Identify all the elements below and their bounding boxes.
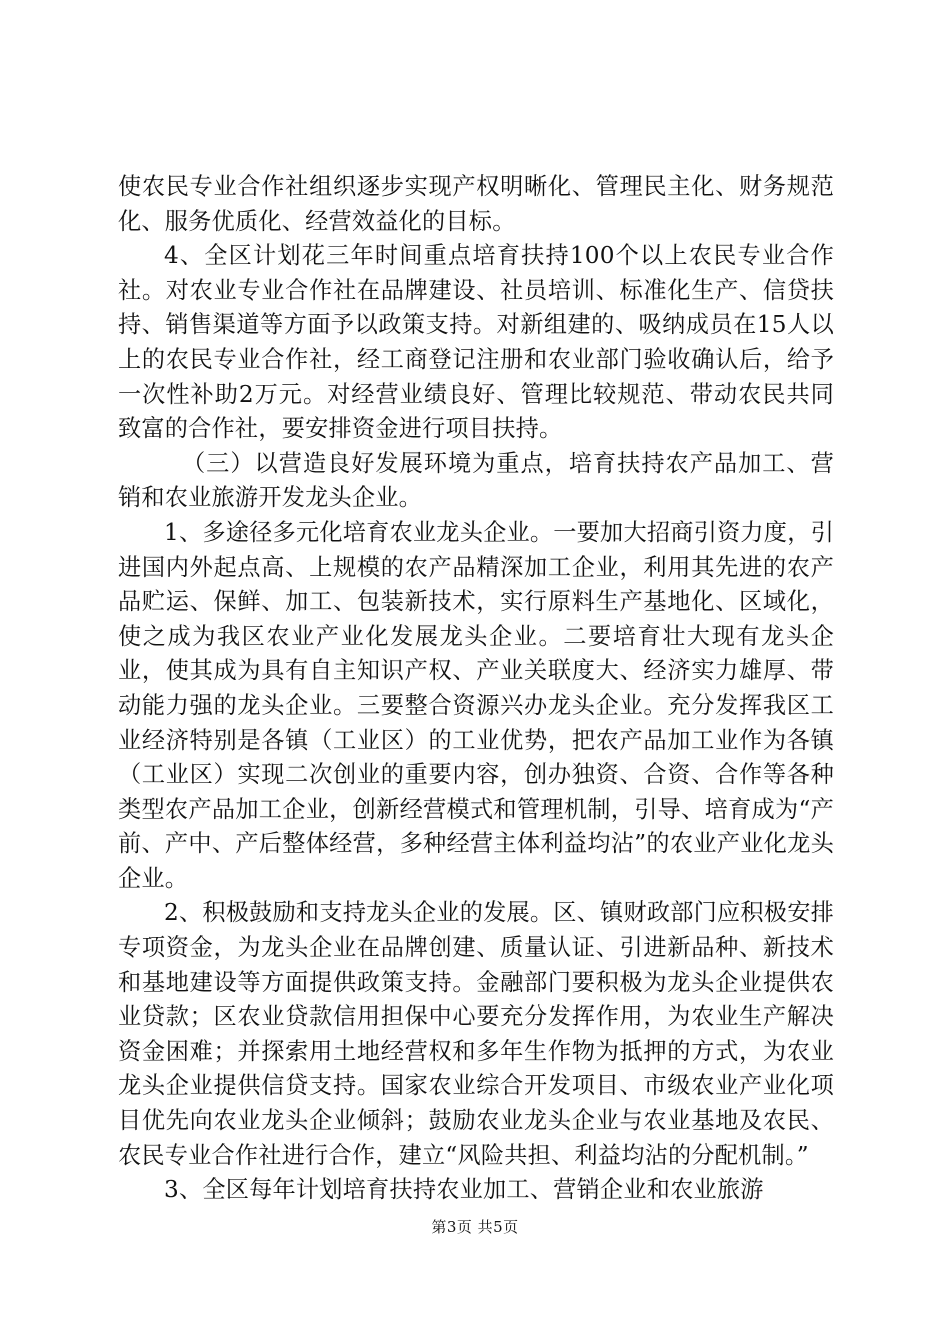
section-heading-3: （三）以营造良好发展环境为重点，培育扶持农产品加工、营销和农业旅游开发龙头企业。: [118, 449, 834, 512]
document-body: [118, 170, 834, 1208]
paragraph-item-1: 1、多途径多元化培育农业龙头企业。一要加大招商引资力度，引进国内外起点高、上规模的农产品精深加工企业，利用其先进的农产品贮运、保鲜、加工、包装新技术，实行原料生产基地化、区域化，使之成为我区农业产业化发展龙头企业。二要培育壮大现有龙头企业，使其成为具有自主知识产权、产业关联度大、经济实力雄厚、带动能力强的龙头企业。三要整合资源兴办龙头企业。充分发挥我区工业经济特别是各镇（工业区）的工业优势，把农产品加工业作为各镇（工业区）实现二次创业的重要内容，创办独资、合资、合作等各种类型农产品加工企业，创新经营模式和管理机制，引导、培育成为“产前、产中、产后整体经营，多种经营主体利益均沾”的农业产业化龙头企业。: [118, 518, 834, 892]
page-number-footer: 第3页 共5页: [431, 1218, 519, 1236]
paragraph-item-3: 3、全区每年计划培育扶持农业加工、营销企业和农业旅游: [164, 1176, 764, 1204]
paragraph-item-4: 4、全区计划花三年时间重点培育扶持100个以上农民专业合作社。对农业专业合作社在品牌建设、社员培训、标准化生产、信贷扶持、销售渠道等方面予以政策支持。对新组建的、吸纳成员在15人以上的农民专业合作社，经工商登记注册和农业部门验收确认后，给予一次性补助2万元。对经营业绩良好、管理比较规范、带动农民共同致富的合作社，要安排资金进行项目扶持。: [118, 242, 834, 443]
paragraph-continuation: 使农民专业合作社组织逐步实现产权明晰化、管理民主化、财务规范化、服务优质化、经营效益化的目标。: [118, 173, 834, 235]
paragraph-item-2: 2、积极鼓励和支持龙头企业的发展。区、镇财政部门应积极安排专项资金，为龙头企业在品牌创建、质量认证、引进新品种、新技术和基地建设等方面提供政策支持。金融部门要积极为龙头企业提供农业贷款；区农业贷款信用担保中心要充分发挥作用，为农业生产解决资金困难；并探索用土地经营权和多年生作物为抵押的方式，为农业龙头企业提供信贷支持。国家农业综合开发项目、市级农业产业化项目优先向农业龙头企业倾斜；鼓励农业龙头企业与农业基地及农民、农民专业合作社进行合作，建立“风险共担、利益均沾的分配机制。”: [118, 899, 834, 1169]
